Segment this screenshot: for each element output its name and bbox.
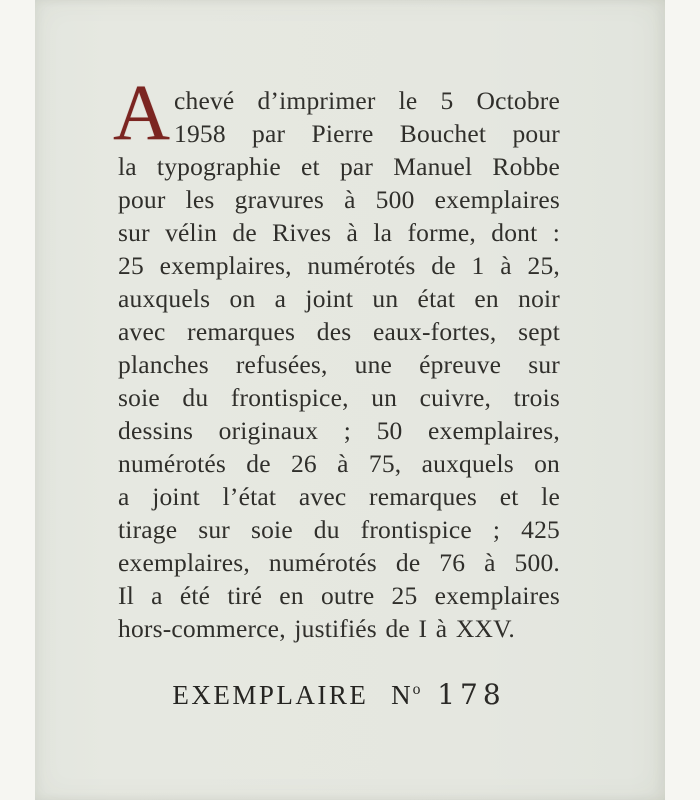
colophon-line: hors-commerce, justifiés de I à XXV. — [118, 614, 515, 643]
colophon-line: avec remarques des eaux-fortes, sept — [118, 317, 560, 346]
colophon-line: planches refusées, une épreuve sur — [118, 350, 560, 379]
colophon-line: Il a été tiré en outre 25 exemplaires — [118, 581, 560, 610]
colophon-lines — [118, 84, 560, 645]
drop-cap-letter: A — [113, 70, 171, 157]
numero-superscript-o: o — [412, 681, 422, 698]
colophon-line: soie du frontispice, un cuivre, trois — [118, 383, 560, 412]
colophon-line: auxquels on a joint un état en noir — [118, 284, 560, 313]
colophon-line: sur vélin de Rives à la forme, dont : — [118, 218, 560, 247]
colophon-line: a joint l’état avec remarques et le — [118, 482, 560, 511]
stamped-copy-number: 178 — [437, 678, 506, 711]
colophon-line: tirage sur soie du frontispice ; 425 — [118, 515, 560, 544]
numero-letter: N — [391, 680, 412, 710]
colophon-line: chevé d’imprimer le 5 Octobre — [174, 86, 560, 115]
colophon-line: 25 exemplaires, numérotés de 1 à 25, — [118, 251, 560, 280]
colophon-line: dessins originaux ; 50 exemplaires, — [118, 416, 560, 445]
colophon-paragraph — [113, 70, 560, 645]
colophon-line: exemplaires, numérotés de 76 à 500. — [118, 548, 560, 577]
book-page — [35, 0, 665, 800]
copy-number-line — [118, 678, 560, 712]
colophon-line: la typographie et par Manuel Robbe — [118, 152, 560, 181]
numero-abbreviation — [391, 680, 421, 710]
colophon-line: pour les gravures à 500 exemplaires — [118, 185, 560, 214]
colophon-line: 1958 par Pierre Bouchet pour — [174, 119, 560, 148]
colophon-text-block — [113, 70, 560, 645]
exemplaire-label: EXEMPLAIRE — [172, 680, 369, 710]
colophon-line: numérotés de 26 à 75, auxquels on — [118, 449, 560, 478]
